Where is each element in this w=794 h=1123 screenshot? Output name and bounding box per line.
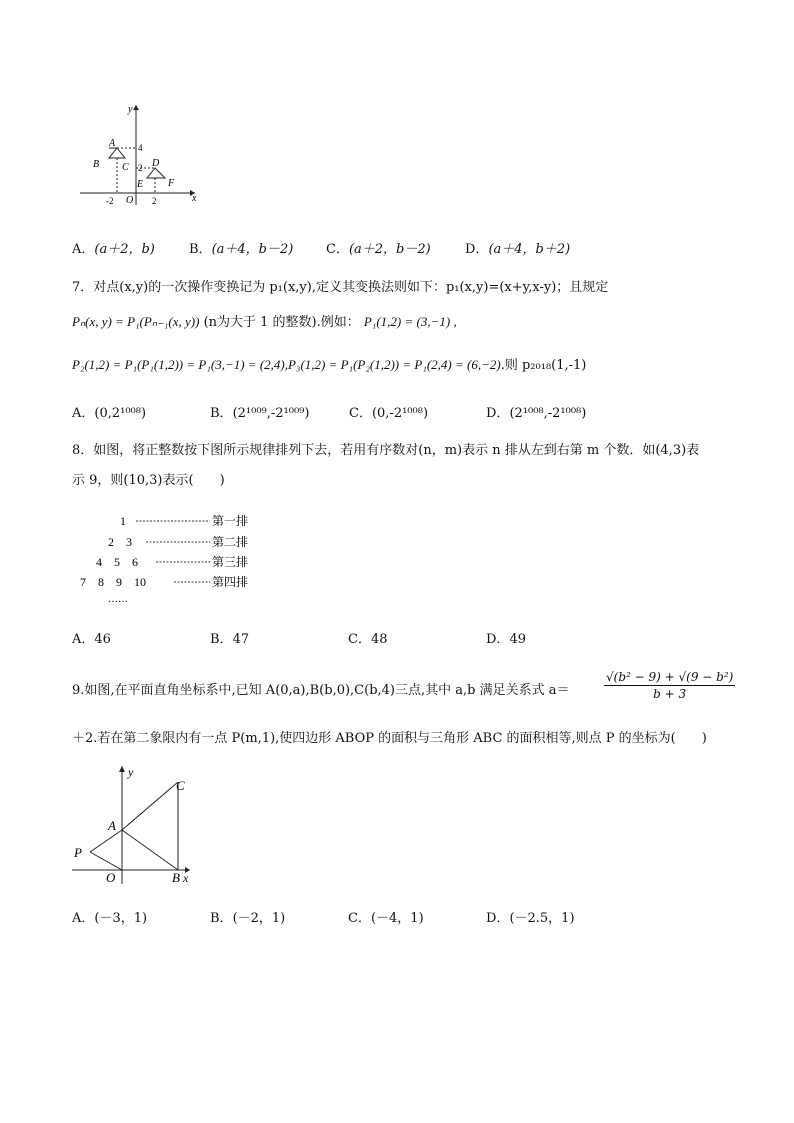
fig6-y: y: [128, 104, 133, 115]
fig6-label-E: E: [137, 179, 144, 190]
q8-ellipsis: ……: [108, 594, 128, 605]
q9-fig-x: x: [183, 871, 189, 885]
q7-option-a[interactable]: A．(0,2¹⁰⁰⁸): [72, 406, 147, 421]
q6-option-a[interactable]: A．(a＋2，b): [72, 242, 155, 257]
fig6-origin: O: [126, 195, 134, 206]
q9-option-a[interactable]: A．(－3，1): [72, 911, 148, 926]
fig6-x: x: [192, 193, 197, 204]
q8-stem-1: 8．如图，将正整数按下图所示规律排列下去，若用有序数对(n，m)表示 n 排从左到右第 m 个数．如(4,3)表: [72, 443, 700, 458]
q8-row1-nums: 1: [120, 514, 126, 528]
q7-option-c[interactable]: C．(0,-2¹⁰⁰⁸): [349, 406, 429, 421]
fig6-label-F: F: [168, 178, 175, 189]
q6-figure: [80, 100, 205, 210]
q9-fig-C: C: [176, 778, 185, 793]
q6-option-b[interactable]: B．(a＋4，b－2): [189, 242, 294, 257]
q9-option-b[interactable]: B．(－2，1): [210, 911, 286, 926]
q9-fig-y: y: [128, 765, 134, 779]
q6-option-d[interactable]: D．(a＋4，b＋2): [465, 242, 571, 257]
q8-option-c[interactable]: C．48: [348, 632, 388, 647]
fig6-label-D: D: [152, 158, 160, 169]
q9-stem-1: 9.如图,在平面直角坐标系中,已知 A(0,a),B(b,0),C(b,4)三点,其中 a,b 满足关系式 a＝: [72, 683, 570, 698]
q8-row4-nums: 7 8 9 10: [80, 575, 147, 589]
fig6-label-A: A: [109, 138, 116, 149]
q8-row1-label: 第一排: [212, 514, 249, 528]
q7-option-b[interactable]: B．(2¹⁰⁰⁹,-2¹⁰⁰⁹): [210, 406, 310, 421]
q8-row2-nums: 2 3: [108, 535, 133, 549]
q7-line3: P₂(1,2) = P₁(P₁(1,2)) = P₁(3,−1) = (2,4),P₃(1,2) = P₁(P₂(1,2)) = P₁(2,4) = (6,−2).则 p₂₀₁₈(1,-1): [72, 357, 587, 373]
fig6-label-C: C: [122, 162, 129, 173]
fig6-label-B: B: [93, 159, 100, 170]
q9-frac-num: √(b² − 9) + √(9 − b²): [606, 670, 734, 684]
q9-frac-den: b + 3: [653, 687, 687, 701]
q9-fig-A: A: [108, 818, 116, 833]
q9-fig-O: O: [106, 870, 116, 885]
q7-option-d[interactable]: D．(2¹⁰⁰⁸,-2¹⁰⁰⁸): [486, 406, 587, 421]
q9-option-c[interactable]: C．(－4，1): [348, 911, 424, 926]
q9-stem-2: ＋2.若在第二象限内有一点 P(m,1),使四边形 ABOP 的面积与三角形 ABC 的面积相等,则点 P 的坐标为( ): [72, 731, 707, 746]
q9-option-d[interactable]: D．(－2.5，1): [486, 911, 575, 926]
q7-stem: 7．对点(x,y)的一次操作变换记为 p₁(x,y),定义其变换法则如下：p₁(x,y)=(x+y,x-y)；且规定: [72, 280, 609, 295]
q8-option-d[interactable]: D．49: [486, 632, 526, 647]
q9-fig-P: P: [74, 845, 82, 860]
q8-figure: [76, 510, 256, 605]
q8-option-a[interactable]: A．46: [72, 632, 111, 647]
q6-option-c[interactable]: C．(a＋2，b－2): [326, 242, 431, 257]
fig6-tick-2: 2: [138, 163, 143, 173]
q8-row4-label: 第四排: [212, 575, 249, 589]
q7-line2: Pₙ(x, y) = P₁(Pₙ₋₁(x, y)) (n为大于 1 的整数).例如： P₁(1,2) = (3,−1) ,: [72, 314, 457, 330]
q9-figure: [70, 762, 200, 887]
fig6-tick-neg2: -2: [106, 196, 114, 206]
q8-row3-label: 第三排: [212, 555, 249, 569]
q8-row3-nums: 4 5 6: [96, 555, 139, 569]
q9-fig-B: B: [172, 870, 180, 885]
fig6-tick-2x: 2: [152, 196, 157, 206]
fig6-tick-4: 4: [138, 143, 143, 153]
q8-row2-label: 第二排: [212, 535, 249, 549]
q8-option-b[interactable]: B．47: [210, 632, 250, 647]
q9-fraction: [604, 669, 735, 702]
q8-stem-2: 示 9，则(10,3)表示( ): [72, 473, 225, 488]
